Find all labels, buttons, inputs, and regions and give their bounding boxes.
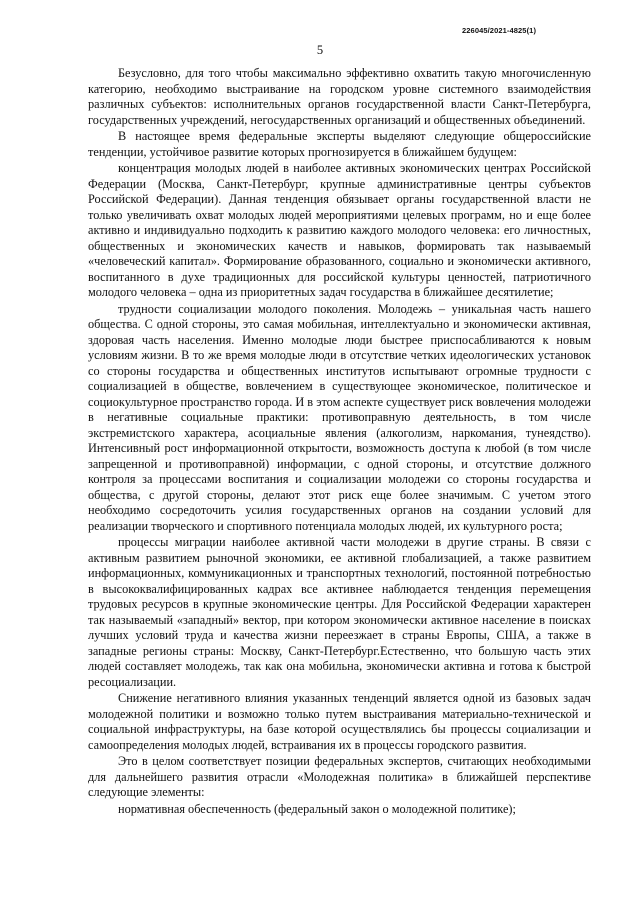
- paragraph-youth-concentration: концентрация молодых людей в наиболее активных экономических центрах Российской Федерации (Москва, Санкт-Петербург, крупные административные центры субъектов Российской Федерации). Данная тенденция обязывает органы государственной власти не только увеличивать охват молодых людей мероприятиями целевых программ, но и еще более активно и индивидуально подходить к развитию каждого молодого человека: его личностных, общественных и экономических качеств и навыков, формировать так называемый «человеческий капитал». Формирование образованного, социально и экономически активного, воспитанного в духе традиционных для российской культуры ценностей, патриотичного молодого человека – одна из приоритетных задач государства в ближайшее десятилетие;: [88, 161, 591, 299]
- paragraph-migration: процессы миграции наиболее активной части молодежи в другие страны. В связи с активным развитием рыночной экономики, ее активной глобализацией, а также развитием информационных, коммуникационных и транспортных технологий, постоянной потребностью в высококвалифицированных кадрах все активнее наблюдается тенденция перемещения трудовых ресурсов в крупные экономические центры. Для Российской Федерации характерен так называемый «западный» вектор, при котором экономически активное население в поисках лучших условий труда и качества жизни переезжает в страны Европы, США, а также в западные регионы страны: Москву, Санкт-Петербург.Естественно, что большую часть этих людей составляет молодежь, так как она мобильна, экономически активна и готова к быстрой ресоциализации.: [88, 535, 591, 689]
- paragraph-intro: Безусловно, для того чтобы максимально эффективно охватить такую многочисленную категорию, необходимо выстраивание на городском уровне системного взаимодействия различных субъектов: исполнительных органов государственной власти Санкт-Петербурга, государственных учреждений, негосударственных организаций и общественных объединений.: [88, 66, 591, 127]
- paragraph-negative-impact-reduction: Снижение негативного влияния указанных тенденций является одной из базовых задач молодежной политики и возможно только путем выстраивания материально-технической и социальной инфраструктуры, на базе которой осуществлялись бы процессы социализации и самоопределения молодых людей, встраивания их в процессы городского развития.: [88, 691, 591, 752]
- paragraph-trends-intro: В настоящее время федеральные эксперты выделяют следующие общероссийские тенденции, устойчивое развитие которых прогнозируется в ближайшем будущем:: [88, 129, 591, 159]
- document-body: [88, 66, 591, 818]
- paragraph-federal-experts: Это в целом соответствует позиции федеральных экспертов, считающих необходимыми для дальнейшего развития отрасли «Молодежная политика» в ближайшей перспективе следующие элементы:: [88, 754, 591, 799]
- paragraph-socialization-difficulties: трудности социализации молодого поколения. Молодежь – уникальная часть нашего общества. С одной стороны, это самая мобильная, интеллектуально и экономически активная, здоровая часть населения. Именно молодые люди быстрее приспосабливаются к новым условиям жизни. В то же время молодые люди в отсутствие четких идеологических установок со стороны государства и общественных институтов испытывают огромные трудности с социализацией в обществе, вовлечением в существующее экономическое, политическое и социокультурное пространство города. И в этом аспекте существует риск вовлечения молодежи в негативные социальные практики: противоправную деятельность, в том числе экстремистского характера, асоциальные явления (алкоголизм, наркомания, тунеядство). Интенсивный рост информационной открытости, возможность доступа к любой (в том числе запрещенной и противоправной) информации, с одной стороны, и отсутствие должного контроля за процессами воспитания и социализации молодежи со стороны государства и общества, с другой стороны, делают этот риск еще более значимым. С учетом этого необходимо сосредоточить усилия государственных органов на создании условий для реализации творческого и спортивного потенциала молодых людей, их культурного роста;: [88, 301, 591, 533]
- document-registration-number: 226045/2021-4825(1): [462, 26, 537, 35]
- page-number: 5: [316, 43, 324, 57]
- paragraph-normative-support: нормативная обеспеченность (федеральный закон о молодежной политике);: [118, 801, 516, 816]
